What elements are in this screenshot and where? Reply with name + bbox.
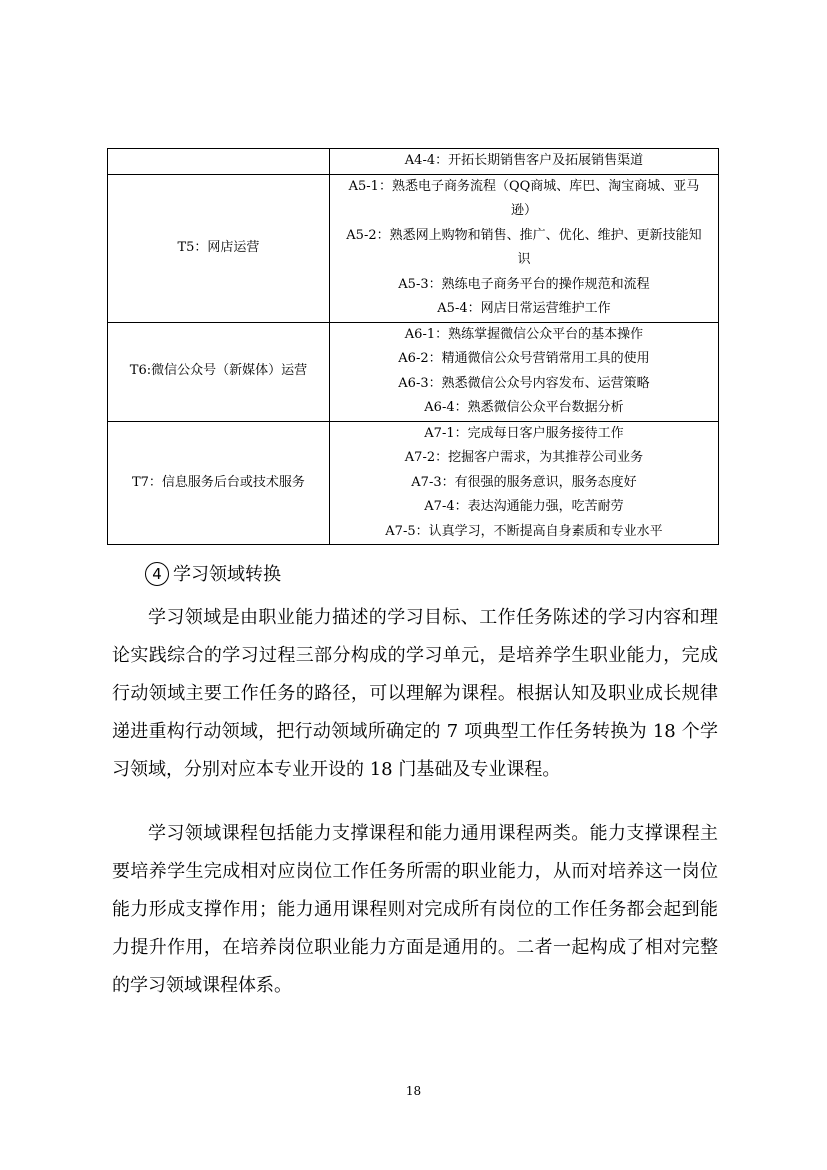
table-row	[108, 421, 719, 545]
ability-item: A6-2：精通微信公众号营销常用工具的使用	[398, 351, 650, 366]
task-cell	[108, 149, 330, 175]
body-paragraph: 学习领域是由职业能力描述的学习目标、工作任务陈述的学习内容和理论实践综合的学习过程三部分构成的学习单元，是培养学生职业能力，完成行动领域主要工作任务的路径，可以理解为课程。根据认知及职业成长规律递进重构行动领域，把行动领域所确定的 7 项典型工作任务转换为 18 个学习领域，分别对应本专业开设的 18 门基础及专业课程。	[112, 607, 718, 780]
ability-item: A7-5：认真学习，不断提高自身素质和专业水平	[385, 523, 663, 539]
ability-item: A6-1：熟练掌握微信公众平台的基本操作	[404, 326, 644, 342]
ability-item: A5-2：熟悉网上购物和销售、推广、优化、维护、更新技能知识	[346, 227, 702, 267]
task-cell: T7：信息服务后台或技术服务	[108, 421, 330, 545]
ability-item: A5-3：熟练电子商务平台的操作规范和流程	[398, 276, 650, 292]
ability-cell	[329, 322, 718, 421]
section-title: 学习领域转换	[173, 564, 281, 585]
ability-item: A5-4：网店日常运营维护工作	[437, 301, 611, 316]
ability-cell	[329, 421, 718, 545]
task-cell: T6:微信公众号（新媒体）运营	[108, 322, 330, 421]
table-row	[108, 174, 719, 322]
table-row	[108, 149, 719, 175]
ability-item: A5-1：熟悉电子商务流程（QQ商城、库巴、淘宝商城、亚马逊）	[348, 178, 700, 218]
ability-item: A7-1：完成每日客户服务接待工作	[424, 425, 624, 441]
ability-item: A7-3：有很强的服务意识，服务态度好	[411, 474, 637, 490]
table-row	[108, 322, 719, 421]
section-heading	[145, 560, 281, 590]
page-number: 18	[405, 1084, 422, 1098]
task-ability-table	[107, 148, 719, 545]
ability-cell	[329, 149, 718, 175]
section-number: 4	[145, 562, 169, 586]
body-paragraph: 学习领域课程包括能力支撑课程和能力通用课程两类。能力支撑课程主要培养学生完成相对应岗位工作任务所需的职业能力，从而对培养这一岗位能力形成支撑作用；能力通用课程则对完成所有岗位的工作任务都会起到能力提升作用，在培养岗位职业能力方面是通用的。二者一起构成了相对完整的学习领域课程体系。	[112, 823, 718, 996]
ability-item: A6-3：熟悉微信公众号内容发布、运营策略	[398, 375, 650, 391]
ability-item: A6-4：熟悉微信公众平台数据分析	[424, 400, 624, 415]
ability-item: A7-4：表达沟通能力强，吃苦耐劳	[424, 499, 624, 514]
ability-item: A7-2：挖掘客户需求，为其推荐公司业务	[404, 450, 644, 465]
task-cell: T5：网店运营	[108, 174, 330, 322]
ability-item: A4-4：开拓长期销售客户及拓展销售渠道	[404, 153, 644, 168]
ability-cell	[329, 174, 718, 322]
